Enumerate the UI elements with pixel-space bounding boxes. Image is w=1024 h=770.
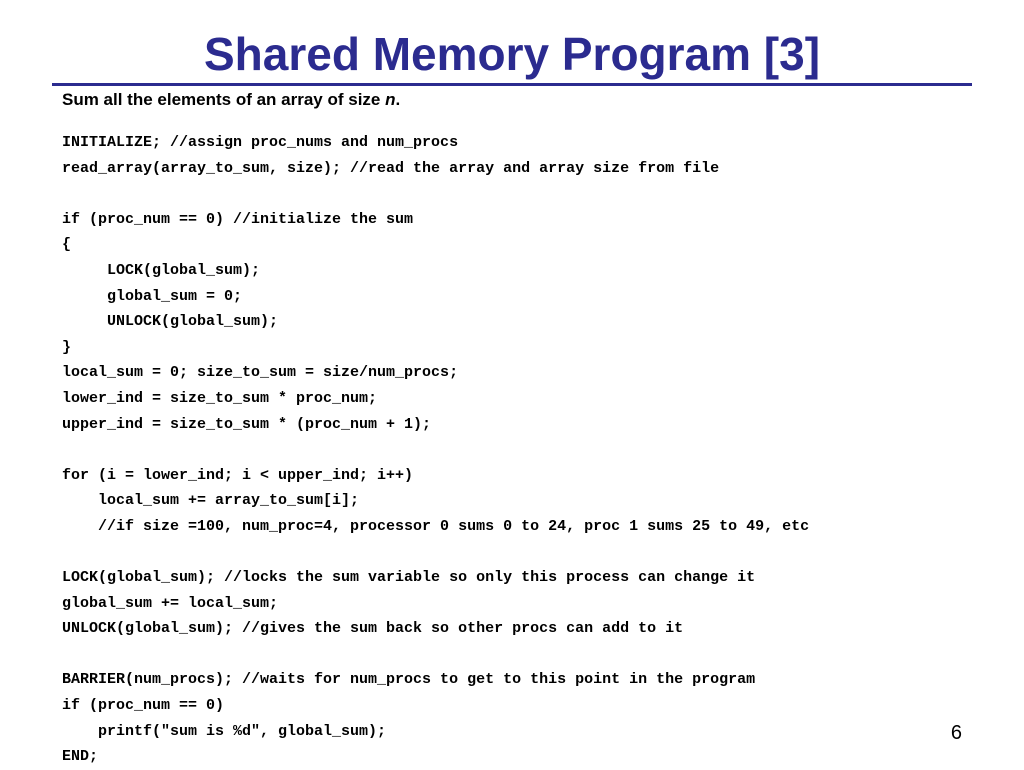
code-line: UNLOCK(global_sum); [62,313,279,331]
code-line [62,181,809,207]
code-line [62,437,809,463]
code-line: if (proc_num == 0) [62,697,225,715]
code-line: global_sum += local_sum; [62,594,279,612]
code-line: global_sum = 0; [62,287,243,305]
code-line: INITIALIZE; //assign proc_nums and num_procs [62,134,459,151]
code-line: //if size =100, num_proc=4, processor 0 sums 0 to 24, proc 1 sums 25 to 49, etc [62,517,810,535]
code-line: upper_ind = size_to_sum * (proc_num + 1); [62,415,432,433]
code-line: END; [62,748,99,766]
code-line: printf("sum is %d", global_sum); [62,722,387,740]
code-line: } [62,338,72,356]
subtitle-text: Sum all the elements of an array of size [62,90,386,109]
slide-number: 6 [950,722,962,744]
code-line [62,540,809,566]
code-line: for (i = lower_ind; i < upper_ind; i++) [62,466,414,484]
code-line: { [62,236,72,254]
code-line: LOCK(global_sum); //locks the sum variable so only this process can change it [62,569,756,587]
subtitle-variable: n [385,90,396,109]
code-line: local_sum = 0; size_to_sum = size/num_procs; [62,364,459,382]
code-line [62,642,809,668]
code-line: read_array(array_to_sum, size); //read the array and array size from file [62,159,720,177]
code-line: local_sum += array_to_sum[i]; [62,492,360,510]
subtitle-period: . [395,90,401,109]
code-line: BARRIER(num_procs); //waits for num_procs to get to this point in the program [62,671,756,689]
slide-subtitle [62,88,400,112]
code-line: UNLOCK(global_sum); //gives the sum back so other procs can add to it [62,620,684,638]
slide-title: Shared Memory Program [3] [203,28,821,80]
code-line: LOCK(global_sum); [62,261,261,279]
title-divider [52,83,972,86]
code-block [62,130,809,770]
code-line: if (proc_num == 0) //initialize the sum [62,210,414,228]
code-line: lower_ind = size_to_sum * proc_num; [62,389,378,407]
